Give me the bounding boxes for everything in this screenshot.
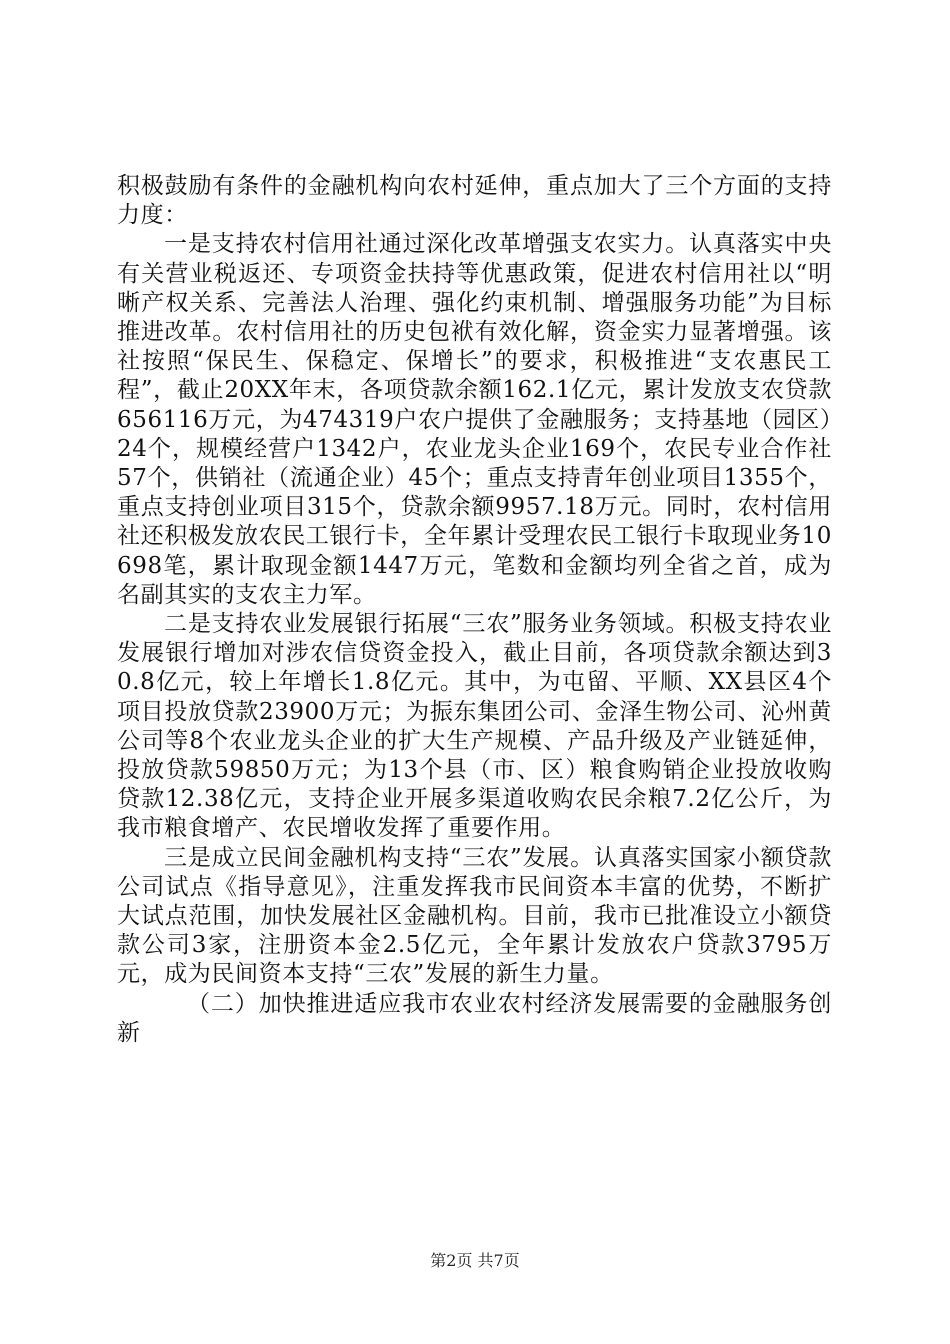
document-body: [117, 172, 832, 1048]
page-number-footer: 第2页 共7页: [430, 1251, 520, 1270]
section-heading: （二）加快推进适应我市农业农村经济发展需要的金融服务创新: [117, 990, 832, 1046]
paragraph-rural-credit-cooperatives: 一是支持农村信用社通过深化改革增强支农实力。认真落实中央有关营业税返还、专项资金扶持等优惠政策，促进农村信用社以“明晰产权关系、完善法人治理、强化约束机制、增强服务功能”为目标推进改革。农村信用社的历史包袱有效化解，资金实力显著增强。该社按照“保民生、保稳定、保增长”的要求，积极推进“支农惠民工程”，截止20XX年末，各项贷款余额162.1亿元，累计发放支农贷款656116万元，为474319户农户提供了金融服务；支持基地（园区）24个，规模经营户1342户，农业龙头企业169个，农民专业合作社57个，供销社（流通企业）45个；重点支持青年创业项目1355个，重点支持创业项目315个，贷款余额9957.18万元。同时，农村信用社还积极发放农民工银行卡，全年累计受理农民工银行卡取现业务10698笔，累计取现金额1447万元，笔数和金额均列全省之首，成为名副其实的支农主力军。: [117, 231, 832, 608]
paragraph-private-financial-institutions: 三是成立民间金融机构支持“三农”发展。认真落实国家小额贷款公司试点《指导意见》，注重发挥我市民间资本丰富的优势，不断扩大试点范围，加快发展社区金融机构。目前，我市已批准设立小额贷款公司3家，注册资本金2.5亿元，全年累计发放农户贷款3795万元，成为民间资本支持“三农”发展的新生力量。: [117, 844, 832, 988]
paragraph-intro: 积极鼓励有条件的金融机构向农村延伸，重点加大了三个方面的支持力度：: [117, 173, 832, 229]
paragraph-agricultural-development-bank: 二是支持农业发展银行拓展“三农”服务业务领域。积极支持农业发展银行增加对涉农信贷资金投入，截止目前，各项贷款余额达到30.8亿元，较上年增长1.8亿元。其中，为屯留、平顺、XX县区4个项目投放贷款23900万元；为振东集团公司、金泽生物公司、沁州黄公司等8个农业龙头企业的扩大生产规模、产品升级及产业链延伸，投放贷款59850万元；为13个县（市、区）粮食购销企业投放收购贷款12.38亿元，支持企业开展多渠道收购农民余粮7.2亿公斤，为我市粮食增产、农民增收发挥了重要作用。: [117, 611, 832, 842]
